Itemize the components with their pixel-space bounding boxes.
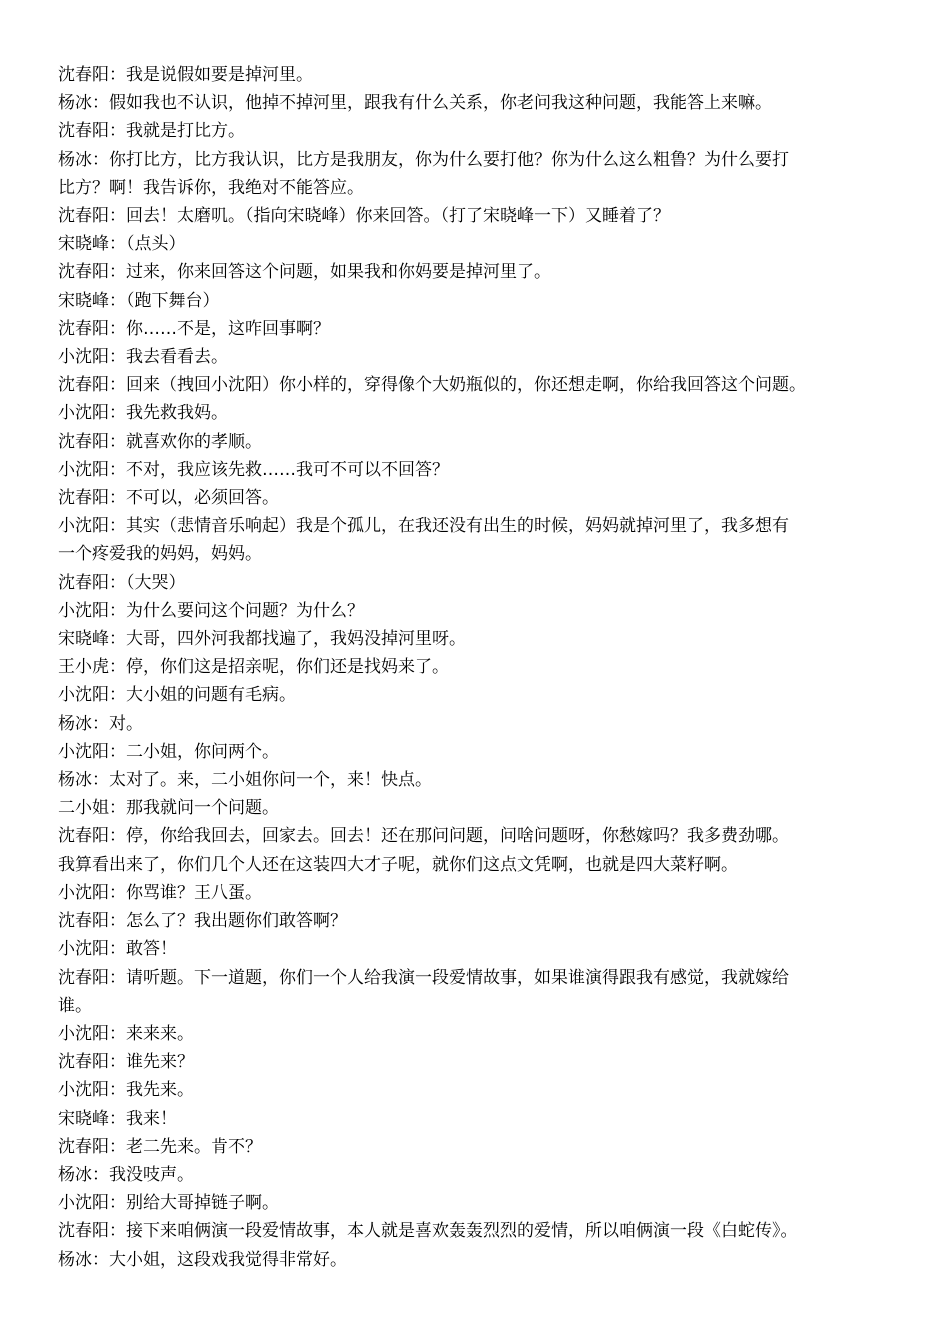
text-line: 谁。	[58, 995, 92, 1016]
text-line: 沈春阳：停，你给我回去，回家去。回去！还在那问问题，问啥问题呀，你愁嫁吗？我多费劲哪。	[58, 826, 789, 847]
text-line: 小沈阳：我先来。	[58, 1080, 194, 1101]
text-line: 小沈阳：我先救我妈。	[58, 403, 228, 424]
text-line: 我算看出来了，你们几个人还在这装四大才子呢，就你们这点文凭啊，也就是四大菜籽啊。	[58, 854, 738, 875]
text-line: 小沈阳：大小姐的问题有毛病。	[58, 685, 296, 706]
text-line: 沈春阳：谁先来？	[58, 1052, 194, 1073]
text-line: 比方？啊！我告诉你，我绝对不能答应。	[58, 177, 364, 198]
text-line: 小沈阳：别给大哥掉链子啊。	[58, 1193, 279, 1214]
text-line: 一个疼爱我的妈妈，妈妈。	[58, 544, 262, 565]
text-line: 小沈阳：其实（悲情音乐响起）我是个孤儿，在我还没有出生的时候，妈妈就掉河里了，我多想有	[58, 516, 789, 537]
text-line: 沈春阳：怎么了？我出题你们敢答啊？	[58, 911, 347, 932]
text-line: 沈春阳：过来，你来回答这个问题，如果我和你妈要是掉河里了。	[58, 262, 551, 283]
text-line: 沈春阳：（大哭）	[58, 572, 186, 593]
text-line: 沈春阳：回来（拽回小沈阳）你小样的，穿得像个大奶瓶似的，你还想走啊，你给我回答这个问题。	[58, 375, 806, 396]
text-line: 小沈阳：来来来。	[58, 1023, 194, 1044]
text-line: 二小姐：那我就问一个问题。	[58, 798, 279, 819]
text-line: 小沈阳：不对，我应该先救……我可不可以不回答？	[58, 459, 449, 480]
text-line: 宋晓峰：大哥，四外河我都找遍了，我妈没掉河里呀。	[58, 629, 466, 650]
text-line: 杨冰：大小姐，这段戏我觉得非常好。	[58, 1249, 347, 1270]
text-line: 杨冰：假如我也不认识，他掉不掉河里，跟我有什么关系，你老问我这种问题，我能答上来嘛。	[58, 93, 772, 114]
text-line: 沈春阳：不可以，必须回答。	[58, 488, 279, 509]
text-line: 沈春阳：你……不是，这咋回事啊？	[58, 318, 330, 339]
text-line: 沈春阳：我就是打比方。	[58, 121, 245, 142]
text-line: 沈春阳：回去！太磨叽。（指向宋晓峰）你来回答。（打了宋晓峰一下）又睡着了？	[58, 206, 670, 227]
text-line: 沈春阳：就喜欢你的孝顺。	[58, 431, 262, 452]
text-line: 小沈阳：我去看看去。	[58, 347, 228, 368]
text-line: 杨冰：你打比方，比方我认识，比方是我朋友，你为什么要打他？你为什么这么粗鲁？为什么要打	[58, 149, 789, 170]
text-line: 小沈阳：二小姐，你问两个。	[58, 741, 279, 762]
text-line: 宋晓峰：我来！	[58, 1108, 177, 1129]
text-line: 小沈阳：敢答！	[58, 939, 177, 960]
text-line: 杨冰：我没吱声。	[58, 1164, 194, 1185]
document-page	[58, 61, 900, 1274]
text-line: 杨冰：太对了。来，二小姐你问一个，来！快点。	[58, 770, 432, 791]
text-line: 沈春阳：老二先来。肯不？	[58, 1136, 262, 1157]
text-line: 杨冰：对。	[58, 713, 143, 734]
text-line: 宋晓峰：（点头）	[58, 234, 186, 255]
text-line: 沈春阳：我是说假如要是掉河里。	[58, 65, 313, 85]
text-line: 沈春阳：接下来咱俩演一段爱情故事，本人就是喜欢轰轰烈烈的爱情，所以咱俩演一段《白蛇传》。	[58, 1221, 798, 1242]
text-line: 小沈阳：为什么要问这个问题？为什么？	[58, 600, 364, 621]
text-line: 宋晓峰：（跑下舞台）	[58, 290, 220, 311]
text-line: 王小虎：停，你们这是招亲呢，你们还是找妈来了。	[58, 657, 449, 678]
text-line: 沈春阳：请听题。下一道题，你们一个人给我演一段爱情故事，如果谁演得跟我有感觉，我就嫁给	[58, 967, 789, 988]
text-line: 小沈阳：你骂谁？王八蛋。	[58, 882, 262, 903]
